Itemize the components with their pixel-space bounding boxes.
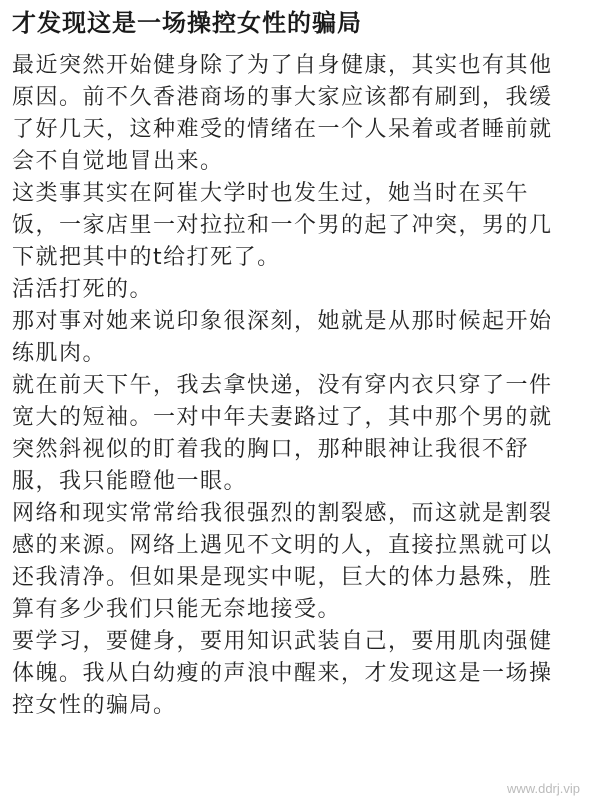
text-line: 宽大的短袖。一对中年夫妻路过了，其中那个男的就 — [12, 405, 553, 430]
text-line: 活活打死的。 — [12, 277, 154, 302]
text-line: 服，我只能瞪他一眼。 — [12, 469, 248, 494]
text-line: 饭，一家店里一对拉拉和一个男的起了冲突，男的几 — [12, 213, 553, 238]
text-line: 那对事对她来说印象很深刻，她就是从那时候起开始 — [12, 309, 553, 334]
text-line: 最近突然开始健身除了为了自身健康，其实也有其他 — [12, 53, 553, 78]
text-line: 了好几天，这种难受的情绪在一个人呆着或者睡前就 — [12, 117, 553, 142]
text-line: 这类事其实在阿崔大学时也发生过，她当时在买午 — [12, 181, 530, 206]
text-line: 要学习，要健身，要用知识武装自己，要用肌肉强健 — [12, 629, 553, 654]
text-line: 还我清净。但如果是现实中呢，巨大的体力悬殊，胜 — [12, 565, 553, 590]
text-line: 原因。前不久香港商场的事大家应该都有刷到，我缓 — [12, 85, 553, 110]
text-line: 练肌肉。 — [12, 341, 107, 366]
text-line: 下就把其中的t给打死了。 — [12, 245, 281, 270]
text-line: 感的来源。网络上遇见不文明的人，直接拉黑就可以 — [12, 533, 553, 558]
post-title: 才发现这是一场操控女性的骗局 — [12, 9, 362, 37]
text-line: 控女性的骗局。 — [12, 693, 177, 718]
text-line: 就在前天下午，我去拿快递，没有穿内衣只穿了一件 — [12, 373, 553, 398]
text-line: 会不自觉地冒出来。 — [12, 149, 224, 174]
text-line: 网络和现实常常给我很强烈的割裂感，而这就是割裂 — [12, 501, 553, 526]
watermark — [507, 781, 594, 796]
text-line: 突然斜视似的盯着我的胸口，那种眼神让我很不舒 — [12, 437, 530, 462]
text-line: 体魄。我从白幼瘦的声浪中醒来，才发现这是一场操 — [12, 661, 553, 686]
text-line: 算有多少我们只能无奈地接受。 — [12, 597, 342, 622]
post-body — [12, 50, 602, 722]
watermark-site: www.ddrj.vip — [507, 781, 580, 796]
post — [12, 6, 602, 722]
